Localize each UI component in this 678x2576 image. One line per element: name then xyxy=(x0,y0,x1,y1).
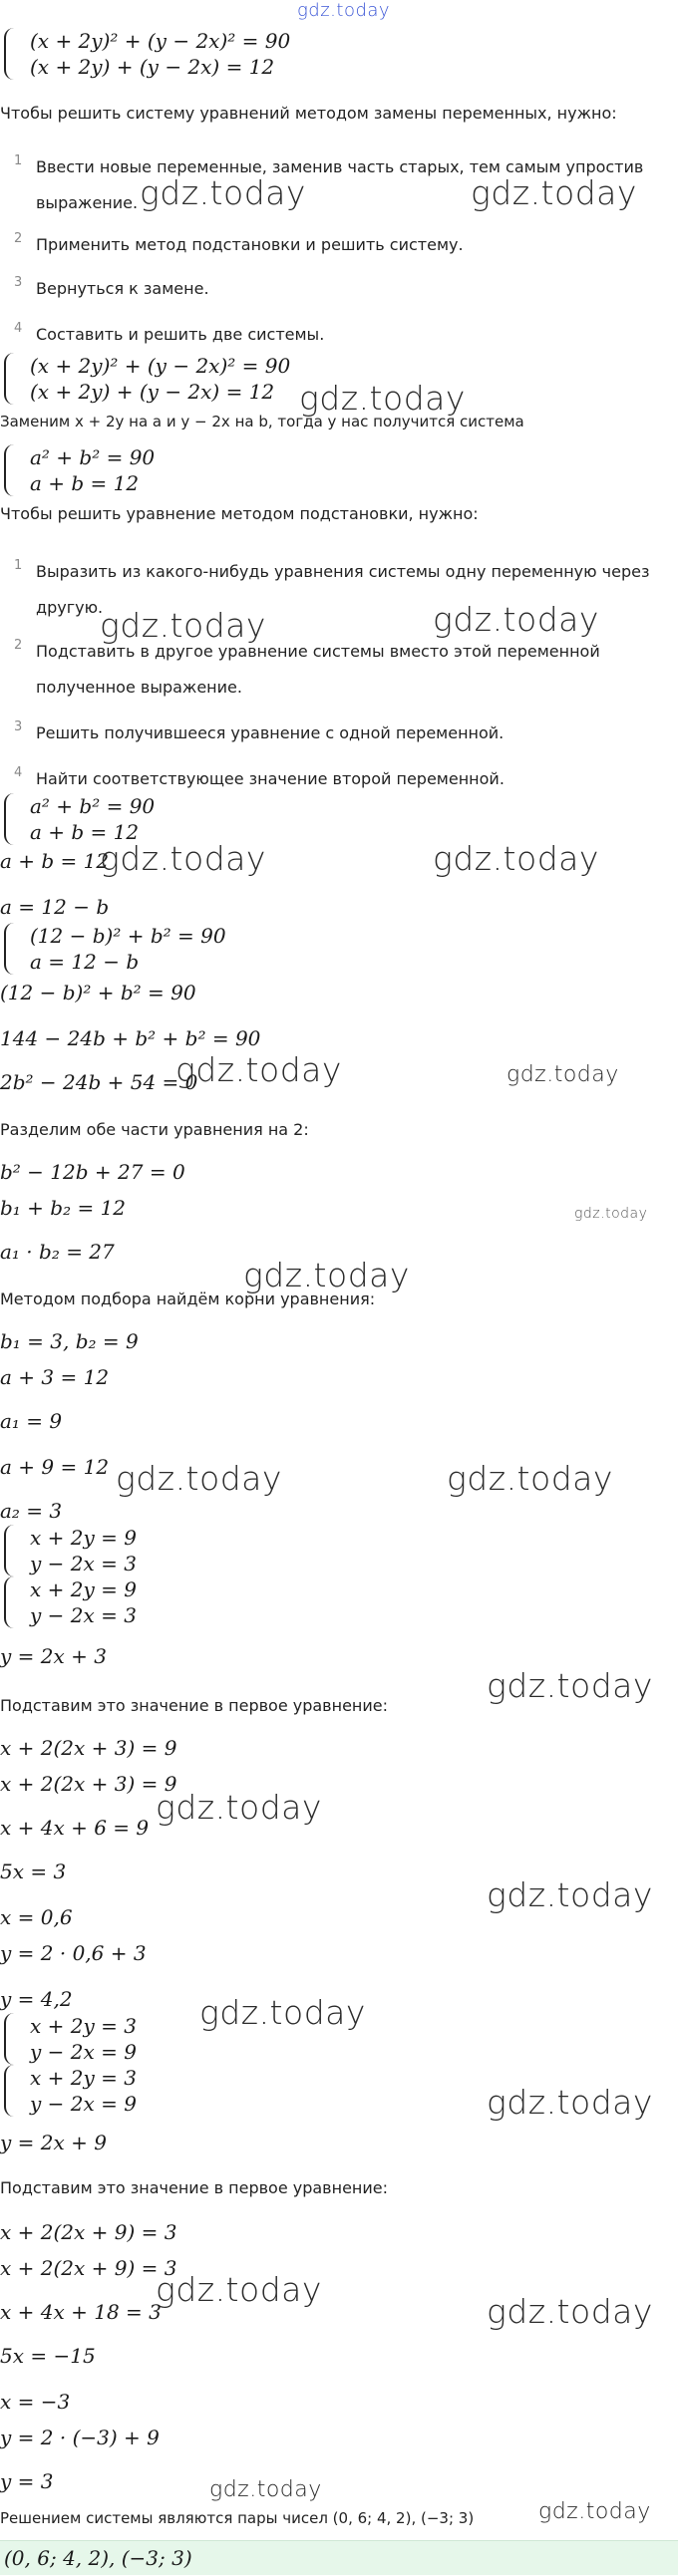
method2-step xyxy=(14,761,662,797)
equation: y = 2x + 3 xyxy=(0,1644,107,1668)
equation: a₁ = 9 xyxy=(0,1409,63,1433)
system-line: a + b = 12 xyxy=(30,820,140,844)
watermark: gdz.today xyxy=(175,1050,342,1089)
intro-system xyxy=(0,28,290,80)
system-line: (x + 2y)² + (y − 2x)² = 90 xyxy=(30,29,291,53)
equation: 5x = 3 xyxy=(0,1860,67,1883)
method1-step xyxy=(14,317,662,353)
watermark: gdz.today xyxy=(116,1459,282,1498)
equation: a + b = 12 xyxy=(0,849,110,873)
brace xyxy=(4,2065,24,2117)
watermark: gdz.today xyxy=(209,2477,322,2502)
step-text: Составить и решить две системы. xyxy=(36,325,325,344)
watermark: gdz.today xyxy=(433,839,599,878)
system-4 xyxy=(0,793,155,845)
equation: b² − 12b + 27 = 0 xyxy=(0,1160,185,1184)
equation: a + 9 = 12 xyxy=(0,1455,110,1479)
watermark: gdz.today xyxy=(156,1788,322,1827)
equation: a₁ · b₂ = 27 xyxy=(0,1240,115,1264)
equation: x + 2(2x + 9) = 3 xyxy=(0,2220,177,2244)
watermark: gdz.today xyxy=(140,173,306,212)
system-line: a = 12 − b xyxy=(30,950,140,974)
equation: x + 4x + 18 = 3 xyxy=(0,2300,162,2324)
watermark: gdz.today xyxy=(299,379,466,418)
step-number: 3 xyxy=(14,719,23,734)
method1-step xyxy=(14,271,662,307)
system-line: (12 − b)² + b² = 90 xyxy=(30,924,226,948)
step-text: Найти соответствующее значение второй переменной. xyxy=(36,769,505,788)
system-line: a² + b² = 90 xyxy=(30,445,156,469)
system-line: (x + 2y) + (y − 2x) = 12 xyxy=(30,380,275,404)
brace xyxy=(4,2013,24,2065)
watermark: gdz.today xyxy=(199,1993,366,2032)
step-text: Ввести новые переменные, заменив часть старых, тем самым упростив выражение. xyxy=(36,157,644,212)
system-line: x + 2y = 3 xyxy=(30,2066,137,2090)
watermark: gdz.today xyxy=(447,1459,613,1498)
watermark: gdz.today xyxy=(487,1875,653,1914)
answer-box xyxy=(0,2540,678,2575)
method1-heading: Чтобы решить систему уравнений методом замены переменных, нужно: xyxy=(0,104,617,123)
equation: x + 2(2x + 3) = 9 xyxy=(0,1736,177,1760)
equation: x + 2(2x + 9) = 3 xyxy=(0,2256,177,2280)
system-line: x + 2y = 3 xyxy=(30,2014,137,2038)
step-number: 1 xyxy=(14,558,23,573)
equation: y = 2x + 9 xyxy=(0,2131,107,2154)
step-number: 2 xyxy=(14,231,23,246)
step-text: Решить получившееся уравнение с одной переменной. xyxy=(36,723,505,742)
equation: 144 − 24b + b² + b² = 90 xyxy=(0,1026,261,1050)
step-text: Вернуться к замене. xyxy=(36,279,209,298)
system-line: y − 2x = 3 xyxy=(30,1603,137,1627)
subst-text-1: Подставим это значение в первое уравнение: xyxy=(0,1696,389,1715)
equation: a + 3 = 12 xyxy=(0,1365,110,1389)
watermark-top: gdz.today xyxy=(297,0,391,21)
brace xyxy=(4,1525,24,1576)
roots-text: Методом подбора найдём корни уравнения: xyxy=(0,1289,376,1308)
step-text: Выразить из какого-нибудь уравнения системы одну переменную через другую. xyxy=(36,562,650,617)
method2-step xyxy=(14,634,662,706)
system-line: y − 2x = 9 xyxy=(30,2040,137,2064)
solution-text: Решением системы являются пары чисел (0, 6; 4, 2), (−3; 3) xyxy=(0,2509,475,2527)
equation: b₁ + b₂ = 12 xyxy=(0,1196,127,1220)
watermark: gdz.today xyxy=(471,173,637,212)
brace xyxy=(4,444,24,496)
equation: (12 − b)² + b² = 90 xyxy=(0,981,196,1004)
method1-step xyxy=(14,227,662,263)
brace xyxy=(4,923,24,975)
divide-text: Разделим обе части уравнения на 2: xyxy=(0,1120,309,1139)
system-6 xyxy=(0,1525,137,1576)
brace xyxy=(4,353,24,405)
system-line: y − 2x = 3 xyxy=(30,1552,137,1575)
watermark: gdz.today xyxy=(100,606,266,645)
equation: x = 0,6 xyxy=(0,1905,73,1929)
step-number: 1 xyxy=(14,153,23,168)
system-line: a² + b² = 90 xyxy=(30,794,156,818)
step-number: 3 xyxy=(14,275,23,290)
step-text: Применить метод подстановки и решить систему. xyxy=(36,235,464,254)
system-8 xyxy=(0,2013,137,2065)
brace xyxy=(4,28,24,80)
system-9 xyxy=(0,2065,137,2117)
equation: 5x = −15 xyxy=(0,2344,96,2368)
equation: x + 4x + 6 = 9 xyxy=(0,1816,150,1840)
equation: a₂ = 3 xyxy=(0,1499,63,1523)
system-line: y − 2x = 9 xyxy=(30,2092,137,2116)
method2-step xyxy=(14,716,662,751)
equation: y = 4,2 xyxy=(0,1987,73,2011)
step-text: Подставить в другое уравнение системы вместо этой переменной полученное выражение. xyxy=(36,642,600,697)
subst-text-2: Подставим это значение в первое уравнение: xyxy=(0,2178,389,2197)
step-number: 4 xyxy=(14,321,23,336)
system-line: x + 2y = 9 xyxy=(30,1577,137,1601)
step-number: 2 xyxy=(14,638,23,653)
answer-value: (0, 6; 4, 2), (−3; 3) xyxy=(4,2546,192,2570)
equation: x + 2(2x + 3) = 9 xyxy=(0,1772,177,1796)
watermark: gdz.today xyxy=(487,2292,653,2331)
equation: x = −3 xyxy=(0,2390,71,2414)
brace xyxy=(4,1576,24,1628)
brace xyxy=(4,793,24,845)
watermark: gdz.today xyxy=(487,2083,653,2122)
method2-heading: Чтобы решить уравнение методом подстановки, нужно: xyxy=(0,504,479,523)
system-line: x + 2y = 9 xyxy=(30,1526,137,1550)
equation: a = 12 − b xyxy=(0,895,110,919)
watermark: gdz.today xyxy=(100,839,266,878)
watermark: gdz.today xyxy=(433,600,599,639)
replace-text: Заменим x + 2y на a и y − 2x на b, тогда у нас получится система xyxy=(0,413,524,430)
watermark: gdz.today xyxy=(574,1206,648,1222)
watermark: gdz.today xyxy=(538,2499,651,2524)
system-line: (x + 2y)² + (y − 2x)² = 90 xyxy=(30,354,291,378)
system-line: a + b = 12 xyxy=(30,471,140,495)
equation: y = 3 xyxy=(0,2469,54,2493)
watermark: gdz.today xyxy=(243,1256,410,1294)
equation: y = 2 · 0,6 + 3 xyxy=(0,1941,147,1965)
system-7 xyxy=(0,1576,137,1628)
watermark: gdz.today xyxy=(507,1062,619,1087)
watermark: gdz.today xyxy=(487,1666,653,1705)
system-3 xyxy=(0,444,155,496)
system-2 xyxy=(0,353,290,405)
system-5 xyxy=(0,923,226,975)
equation: b₁ = 3, b₂ = 9 xyxy=(0,1329,139,1353)
equation: y = 2 · (−3) + 9 xyxy=(0,2426,160,2449)
system-line: (x + 2y) + (y − 2x) = 12 xyxy=(30,55,275,79)
watermark: gdz.today xyxy=(156,2270,322,2309)
equation: 2b² − 24b + 54 = 0 xyxy=(0,1070,198,1094)
step-number: 4 xyxy=(14,765,23,780)
